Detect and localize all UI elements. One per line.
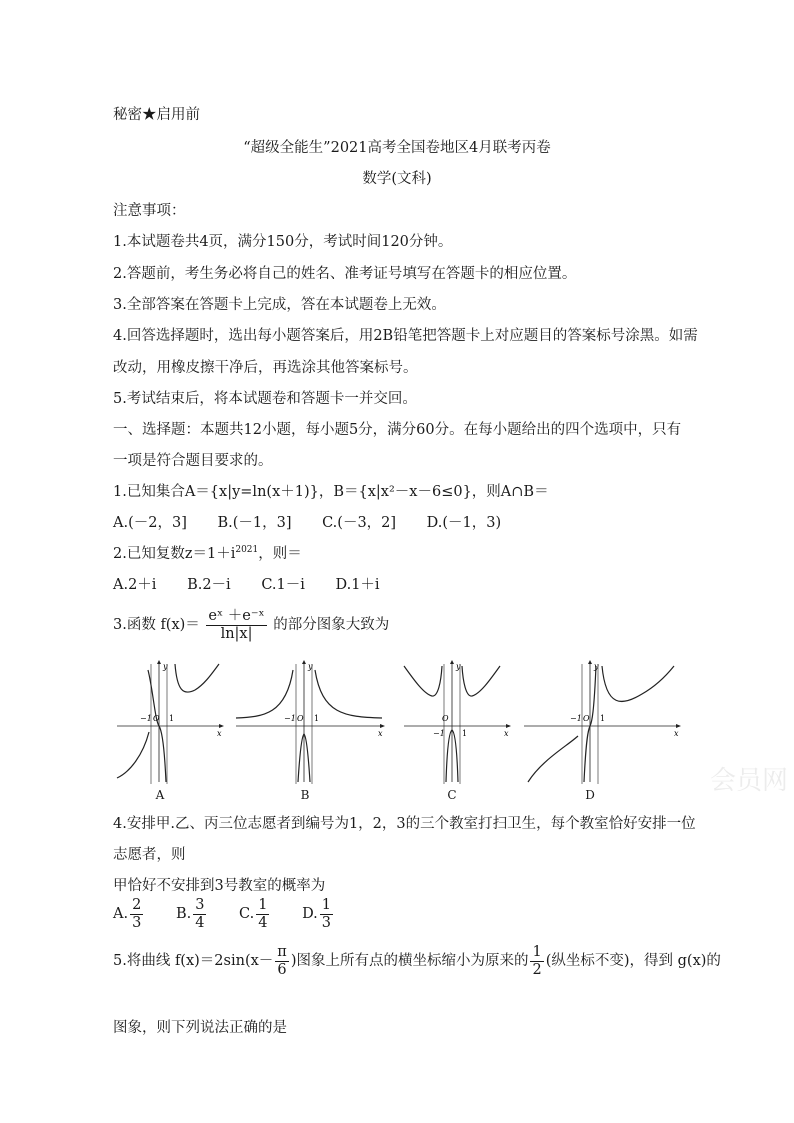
q5-stem-line2: 图象，则下列说法正确的是 — [113, 1020, 287, 1036]
q1-stem: 1.已知集合A＝{x|y=ln(x＋1)}，B＝{x|x²－x－6≤0}，则A∩B＝ — [113, 484, 549, 500]
q2-stem — [113, 542, 302, 563]
q4-option-b-label: B. — [175, 906, 192, 923]
q2-stem-a: 2.已知复数z＝1＋i — [113, 546, 236, 562]
q4-stem-line3: 甲恰好不安排到3号教室的概率为 — [113, 878, 326, 894]
q4-option-b-fraction — [193, 897, 206, 931]
q5-stem-a: 5.将曲线 f(x)＝2sin(x－ — [113, 953, 274, 970]
q4-option-a-num: 2 — [132, 897, 142, 913]
q4-option-c-fraction — [256, 897, 269, 931]
q3-graph-c[interactable] — [402, 660, 512, 785]
q2-option-b[interactable]: B.2－i — [187, 577, 231, 593]
q4-option-b-num: 3 — [195, 897, 205, 913]
q4-option-d[interactable] — [302, 897, 335, 931]
q2-option-a[interactable]: A.2＋i — [113, 577, 157, 593]
q2-options — [113, 573, 406, 594]
q4-option-a[interactable] — [113, 897, 145, 931]
q3-graph-a-neg-tick: −1 — [140, 714, 152, 723]
q3-fraction — [206, 608, 266, 642]
q4-option-d-fraction — [320, 897, 333, 931]
q2-stem-b: ，则＝ — [258, 546, 302, 562]
notice-item: 1.本试题卷共4页，满分150分，考试时间120分钟。 — [113, 234, 453, 250]
q3-graph-b-x-label: x — [378, 729, 383, 738]
q4-option-b-den: 4 — [195, 914, 205, 931]
q4-option-a-label: A. — [113, 906, 129, 923]
q1-option-d[interactable]: D.(－1，3) — [426, 515, 502, 531]
q3-graph-d-x-label: x — [674, 729, 679, 738]
q5-stem-b: )图象上所有点的横坐标缩小为原来的 — [290, 953, 529, 970]
q3-denominator: ln|x| — [220, 625, 253, 642]
q3-graph-d-label: D — [585, 788, 595, 802]
q4-option-b[interactable] — [176, 897, 209, 931]
exam-subject: 数学(文科) — [362, 171, 432, 187]
q5-pi-den: 6 — [277, 961, 287, 978]
q3-graph-b-origin: O — [297, 714, 304, 723]
q5-half-fraction — [530, 944, 543, 978]
notice-heading: 注意事项： — [113, 203, 186, 219]
q5-pi-fraction — [275, 944, 289, 978]
notice-item: 5.考试结束后，将本试题卷和答题卡一并交回。 — [113, 391, 417, 407]
q3-graph-b-label: B — [300, 788, 310, 802]
exam-title: “超级全能生”2021高考全国卷地区4月联考丙卷 — [243, 140, 551, 156]
q3-stem-a: 3.函数 f(x)＝ — [113, 617, 200, 634]
q3-graph-d-neg-tick: −1 — [570, 714, 582, 723]
q3-graph-a-pos-tick: 1 — [169, 714, 175, 723]
q3-graph-b[interactable] — [234, 660, 386, 785]
q5-stem-c: (纵坐标不变)，得到 g(x)的 — [545, 953, 721, 970]
q4-stem-line1: 4.安排甲.乙、丙三位志愿者到编号为1，2，3的三个教室打扫卫生，每个教室恰好安排一位 — [113, 816, 696, 832]
section-heading: 一、选择题：本题共12小题，每小题5分，满分60分。在每小题给出的四个选项中，只有 — [113, 422, 682, 438]
q1-option-c[interactable]: C.(－3，2] — [322, 515, 397, 531]
q4-option-a-den: 3 — [132, 914, 142, 931]
q3-stem-b: 的部分图象大致为 — [273, 617, 390, 634]
notice-item: 2.答题前，考生务必将自己的姓名、准考证号填写在答题卡的相应位置。 — [113, 266, 577, 282]
notice-item: 4.回答选择题时，选出每小题答案后，用2B铅笔把答题卡上对应题目的答案标号涂黑。如需 — [113, 328, 698, 344]
watermark: 会员网 — [710, 766, 789, 796]
q1-option-a[interactable]: A.(－2，3] — [113, 515, 187, 531]
q4-option-d-num: 1 — [321, 897, 332, 913]
q3-graph-a-label: A — [155, 788, 165, 802]
q3-graph-d-origin: O — [583, 714, 590, 723]
q2-option-c[interactable]: C.1－i — [261, 577, 305, 593]
q3-graph-c-neg-tick: −1 — [433, 729, 445, 738]
q3-graph-c-y-label: y — [456, 662, 461, 671]
q3-graph-c-label: C — [447, 788, 457, 802]
q5-half-num: 1 — [532, 944, 542, 960]
q3-numerator: eˣ ＋e⁻ˣ — [208, 608, 265, 624]
q3-graph-a-origin: O — [153, 714, 160, 723]
notice-item: 3.全部答案在答题卡上完成，答在本试题卷上无效。 — [113, 297, 446, 313]
q5-half-den: 2 — [532, 961, 542, 978]
q1-option-b[interactable]: B.(－1，3] — [217, 515, 292, 531]
q2-exponent: 2021 — [235, 545, 259, 555]
q4-option-c-num: 1 — [258, 897, 268, 913]
q3-graph-a-y-label: y — [163, 662, 168, 671]
q4-stem-line2: 志愿者，则 — [113, 847, 186, 863]
q3-graph-c-origin: O — [442, 714, 449, 723]
q4-option-d-label: D. — [302, 906, 318, 923]
q3-graph-b-neg-tick: −1 — [284, 714, 296, 723]
q4-option-a-fraction — [130, 897, 143, 931]
q4-option-c-den: 4 — [258, 914, 268, 931]
q3-stem — [113, 608, 389, 642]
q3-graph-a[interactable] — [115, 660, 225, 785]
q2-option-d[interactable]: D.1＋i — [335, 577, 380, 593]
q3-graph-c-x-label: x — [504, 729, 509, 738]
q3-graph-d-y-label: y — [594, 662, 599, 671]
section-heading-cont: 一项是符合题目要求的。 — [113, 453, 273, 469]
notice-item: 改动，用橡皮擦干净后，再选涂其他答案标号。 — [113, 360, 418, 376]
q3-graph-a-x-label: x — [217, 729, 222, 738]
q1-options — [113, 511, 527, 532]
q3-graph-d[interactable] — [522, 660, 682, 785]
q3-graph-d-pos-tick: 1 — [600, 714, 606, 723]
q3-graph-b-y-label: y — [308, 662, 313, 671]
q4-options — [113, 897, 361, 931]
q5-pi-num: π — [277, 944, 287, 960]
q3-graph-b-pos-tick: 1 — [314, 714, 320, 723]
q5-stem — [113, 944, 721, 978]
q4-option-c[interactable] — [239, 897, 271, 931]
q3-graph-c-pos-tick: 1 — [462, 729, 468, 738]
secret-label: 秘密★启用前 — [113, 107, 200, 123]
q4-option-d-den: 3 — [321, 914, 332, 931]
q4-option-c-label: C. — [239, 906, 255, 923]
